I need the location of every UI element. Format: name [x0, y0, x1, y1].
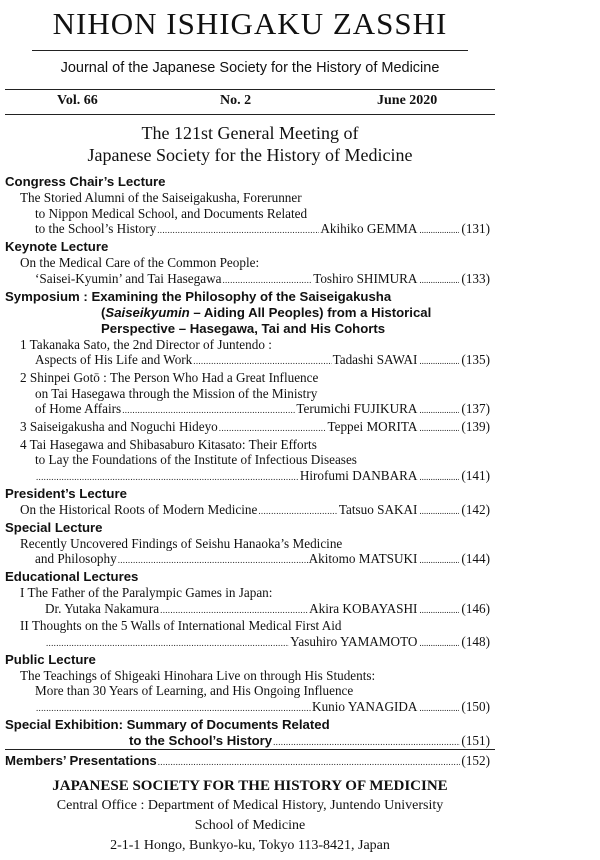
- symposium-4-line-2: to Lay the Foundations of the Institute of Infectious Diseases: [35, 452, 357, 468]
- symposium-3-page: (139): [461, 419, 490, 435]
- keynote-author: Toshiro SHIMURA: [313, 270, 418, 286]
- symposium-1-page: (135): [461, 352, 490, 368]
- symposium-3-author: Teppei MORITA: [327, 419, 418, 435]
- public-line-1: The Teachings of Shigeaki Hinohara Live on through His Students:: [20, 667, 376, 683]
- symposium-2-line-2: on Tai Hasegawa through the Mission of the Ministry: [35, 385, 318, 401]
- toc-entry-symposium-3[interactable]: [5, 419, 490, 437]
- leader-dots: [419, 603, 459, 619]
- leader-dots: [160, 603, 308, 619]
- educational-heading: Educational Lectures: [5, 568, 139, 584]
- symposium-4-page: (141): [461, 468, 490, 484]
- public-page: (150): [461, 699, 490, 715]
- members-heading: Members’ Presentations: [5, 752, 157, 768]
- publisher-block: [0, 776, 500, 856]
- meeting-line-1: The 121st General Meeting of: [141, 123, 359, 143]
- leader-dots: [419, 403, 459, 419]
- educational-1-line-2: Dr. Yutaka Nakamura: [45, 600, 160, 616]
- educational-2-author: Yasuhiro YAMAMOTO: [290, 634, 418, 650]
- leader-dots: [419, 421, 459, 437]
- public-heading: Public Lecture: [5, 651, 96, 667]
- toc-entry-members[interactable]: [5, 753, 490, 771]
- president-author: Tatsuo SAKAI: [338, 501, 418, 517]
- symposium-heading-2: [5, 305, 490, 321]
- toc-entry-symposium-1[interactable]: [5, 352, 490, 370]
- leader-dots: [419, 504, 459, 520]
- issue-number: No. 2: [220, 93, 252, 108]
- keynote-page: (133): [461, 270, 490, 286]
- keynote-line-1: On the Medical Care of the Common People:: [20, 255, 260, 271]
- exhibition-page: (151): [461, 732, 490, 748]
- toc-entry-educational-2[interactable]: [5, 634, 490, 652]
- symposium-1-line-2: Aspects of His Life and Work: [35, 352, 193, 368]
- address-line-1: Central Office : Department of Medical History, Juntendo University: [56, 798, 444, 813]
- special-line-2: and Philosophy: [35, 551, 117, 567]
- leader-dots: [122, 403, 295, 419]
- symposium-4-author: Hirofumi DANBARA: [299, 468, 418, 484]
- educational-1-author: Akira KOBAYASHI: [309, 600, 418, 616]
- table-of-contents: [5, 174, 490, 770]
- journal-title: NIHON ISHIGAKU ZASSHI: [52, 6, 448, 41]
- leader-dots: [193, 354, 331, 370]
- leader-dots: [419, 354, 459, 370]
- address-line-3: 2-1-1 Hongo, Bunkyo-ku, Tokyo 113-8421, Japan: [110, 838, 390, 853]
- symposium-1-author: Tadashi SAWAI: [332, 352, 418, 368]
- issue-date: June 2020: [377, 93, 438, 108]
- symposium-1-line-1: 1 Takanaka Sato, the 2nd Director of Juntendo :: [20, 336, 272, 352]
- members-page: (152): [461, 752, 490, 768]
- congress-line-2: to Nippon Medical School, and Documents Related: [35, 205, 308, 221]
- footer-rule: [5, 749, 495, 750]
- exhibition-heading-1: Special Exhibition: Summary of Documents Related: [5, 716, 330, 732]
- journal-subtitle: Journal of the Japanese Society for the History of Medicine: [60, 60, 440, 76]
- toc-entry-keynote[interactable]: [5, 271, 490, 289]
- leader-dots: [36, 470, 299, 486]
- leader-dots: [419, 636, 459, 652]
- symposium-2-page: (137): [461, 401, 490, 417]
- leader-dots: [258, 504, 338, 520]
- symposium-3-line-1: 3 Saiseigakusha and Noguchi Hideyo: [20, 419, 218, 435]
- meeting-line-2: Japanese Society for the History of Medicine: [87, 145, 413, 165]
- special-line-1: Recently Uncovered Findings of Seishu Hanaoka’s Medicine: [20, 535, 343, 551]
- educational-1-page: (146): [461, 600, 490, 616]
- leader-dots: [222, 273, 312, 289]
- toc-entry-congress[interactable]: [5, 221, 490, 239]
- symposium-2-author: Terumichi FUJIKURA: [296, 401, 418, 417]
- toc-entry-symposium-2[interactable]: [5, 401, 490, 419]
- leader-dots: [46, 636, 289, 652]
- leader-dots: [419, 470, 459, 486]
- leader-dots: [219, 421, 327, 437]
- symposium-heading-open: (: [101, 304, 106, 320]
- keynote-heading: Keynote Lecture: [5, 239, 109, 255]
- leader-dots: [36, 701, 311, 717]
- symposium-heading-italic: Saiseikyumin: [105, 304, 190, 320]
- issue-volume: Vol. 66: [57, 93, 98, 108]
- leader-dots: [157, 223, 319, 239]
- toc-entry-exhibition[interactable]: [5, 733, 490, 751]
- special-author: Akitomo MATSUKI: [308, 551, 418, 567]
- president-heading: President’s Lecture: [5, 485, 127, 501]
- toc-entry-president[interactable]: [5, 502, 490, 520]
- educational-1-line-1: I The Father of the Paralympic Games in Japan:: [20, 584, 273, 600]
- symposium-heading-1: Symposium : Examining the Philosophy of the Saiseigakusha: [5, 288, 392, 304]
- symposium-heading-3: Perspective – Hasegawa, Tai and His Cohorts: [101, 320, 386, 336]
- leader-dots: [158, 755, 461, 771]
- congress-author: Akihiko GEMMA: [320, 221, 418, 237]
- congress-page: (131): [461, 221, 490, 237]
- public-author: Kunio YANAGIDA: [312, 699, 418, 715]
- leader-dots: [419, 701, 459, 717]
- toc-entry-public[interactable]: [5, 699, 490, 717]
- president-line-1: On the Historical Roots of Modern Medicine: [20, 501, 258, 517]
- symposium-2-line-1: 2 Shinpei Gotō : The Person Who Had a Great Influence: [20, 369, 319, 385]
- leader-dots: [419, 223, 459, 239]
- symposium-4-line-1: 4 Tai Hasegawa and Shibasaburo Kitasato: Their Efforts: [20, 436, 317, 452]
- congress-heading: Congress Chair’s Lecture: [5, 174, 166, 189]
- toc-entry-educational-1[interactable]: [5, 601, 490, 619]
- issue-rule-top: [5, 89, 495, 90]
- issue-rule-bottom: [5, 114, 495, 115]
- leader-dots: [419, 273, 459, 289]
- public-line-2: More than 30 Years of Learning, and His Ongoing Influence: [35, 683, 354, 699]
- exhibition-heading-2: to the School’s History: [129, 732, 273, 748]
- toc-entry-symposium-4[interactable]: [5, 468, 490, 486]
- educational-2-line-1: II Thoughts on the 5 Walls of International Medical First Aid: [20, 618, 342, 634]
- special-page: (144): [461, 551, 490, 567]
- symposium-heading-rest: – Aiding All Peoples) from a Historical: [189, 304, 432, 320]
- congress-line-3: to the School’s History: [35, 221, 157, 237]
- president-page: (142): [461, 501, 490, 517]
- keynote-line-2: ‘Saisei-Kyumin’ and Tai Hasegawa: [35, 270, 222, 286]
- publisher-name: JAPANESE SOCIETY FOR THE HISTORY OF MEDICINE: [52, 778, 448, 794]
- symposium-2-line-3: of Home Affairs: [35, 401, 122, 417]
- title-rule: [32, 50, 468, 51]
- address-line-2: School of Medicine: [194, 818, 306, 833]
- meeting-title: [0, 122, 500, 166]
- educational-2-page: (148): [461, 634, 490, 650]
- leader-dots: [419, 553, 459, 569]
- congress-line-1: The Storied Alumni of the Saiseigakusha, Forerunner: [20, 190, 302, 205]
- leader-dots: [118, 553, 308, 569]
- toc-entry-special[interactable]: [5, 551, 490, 569]
- special-heading: Special Lecture: [5, 519, 103, 535]
